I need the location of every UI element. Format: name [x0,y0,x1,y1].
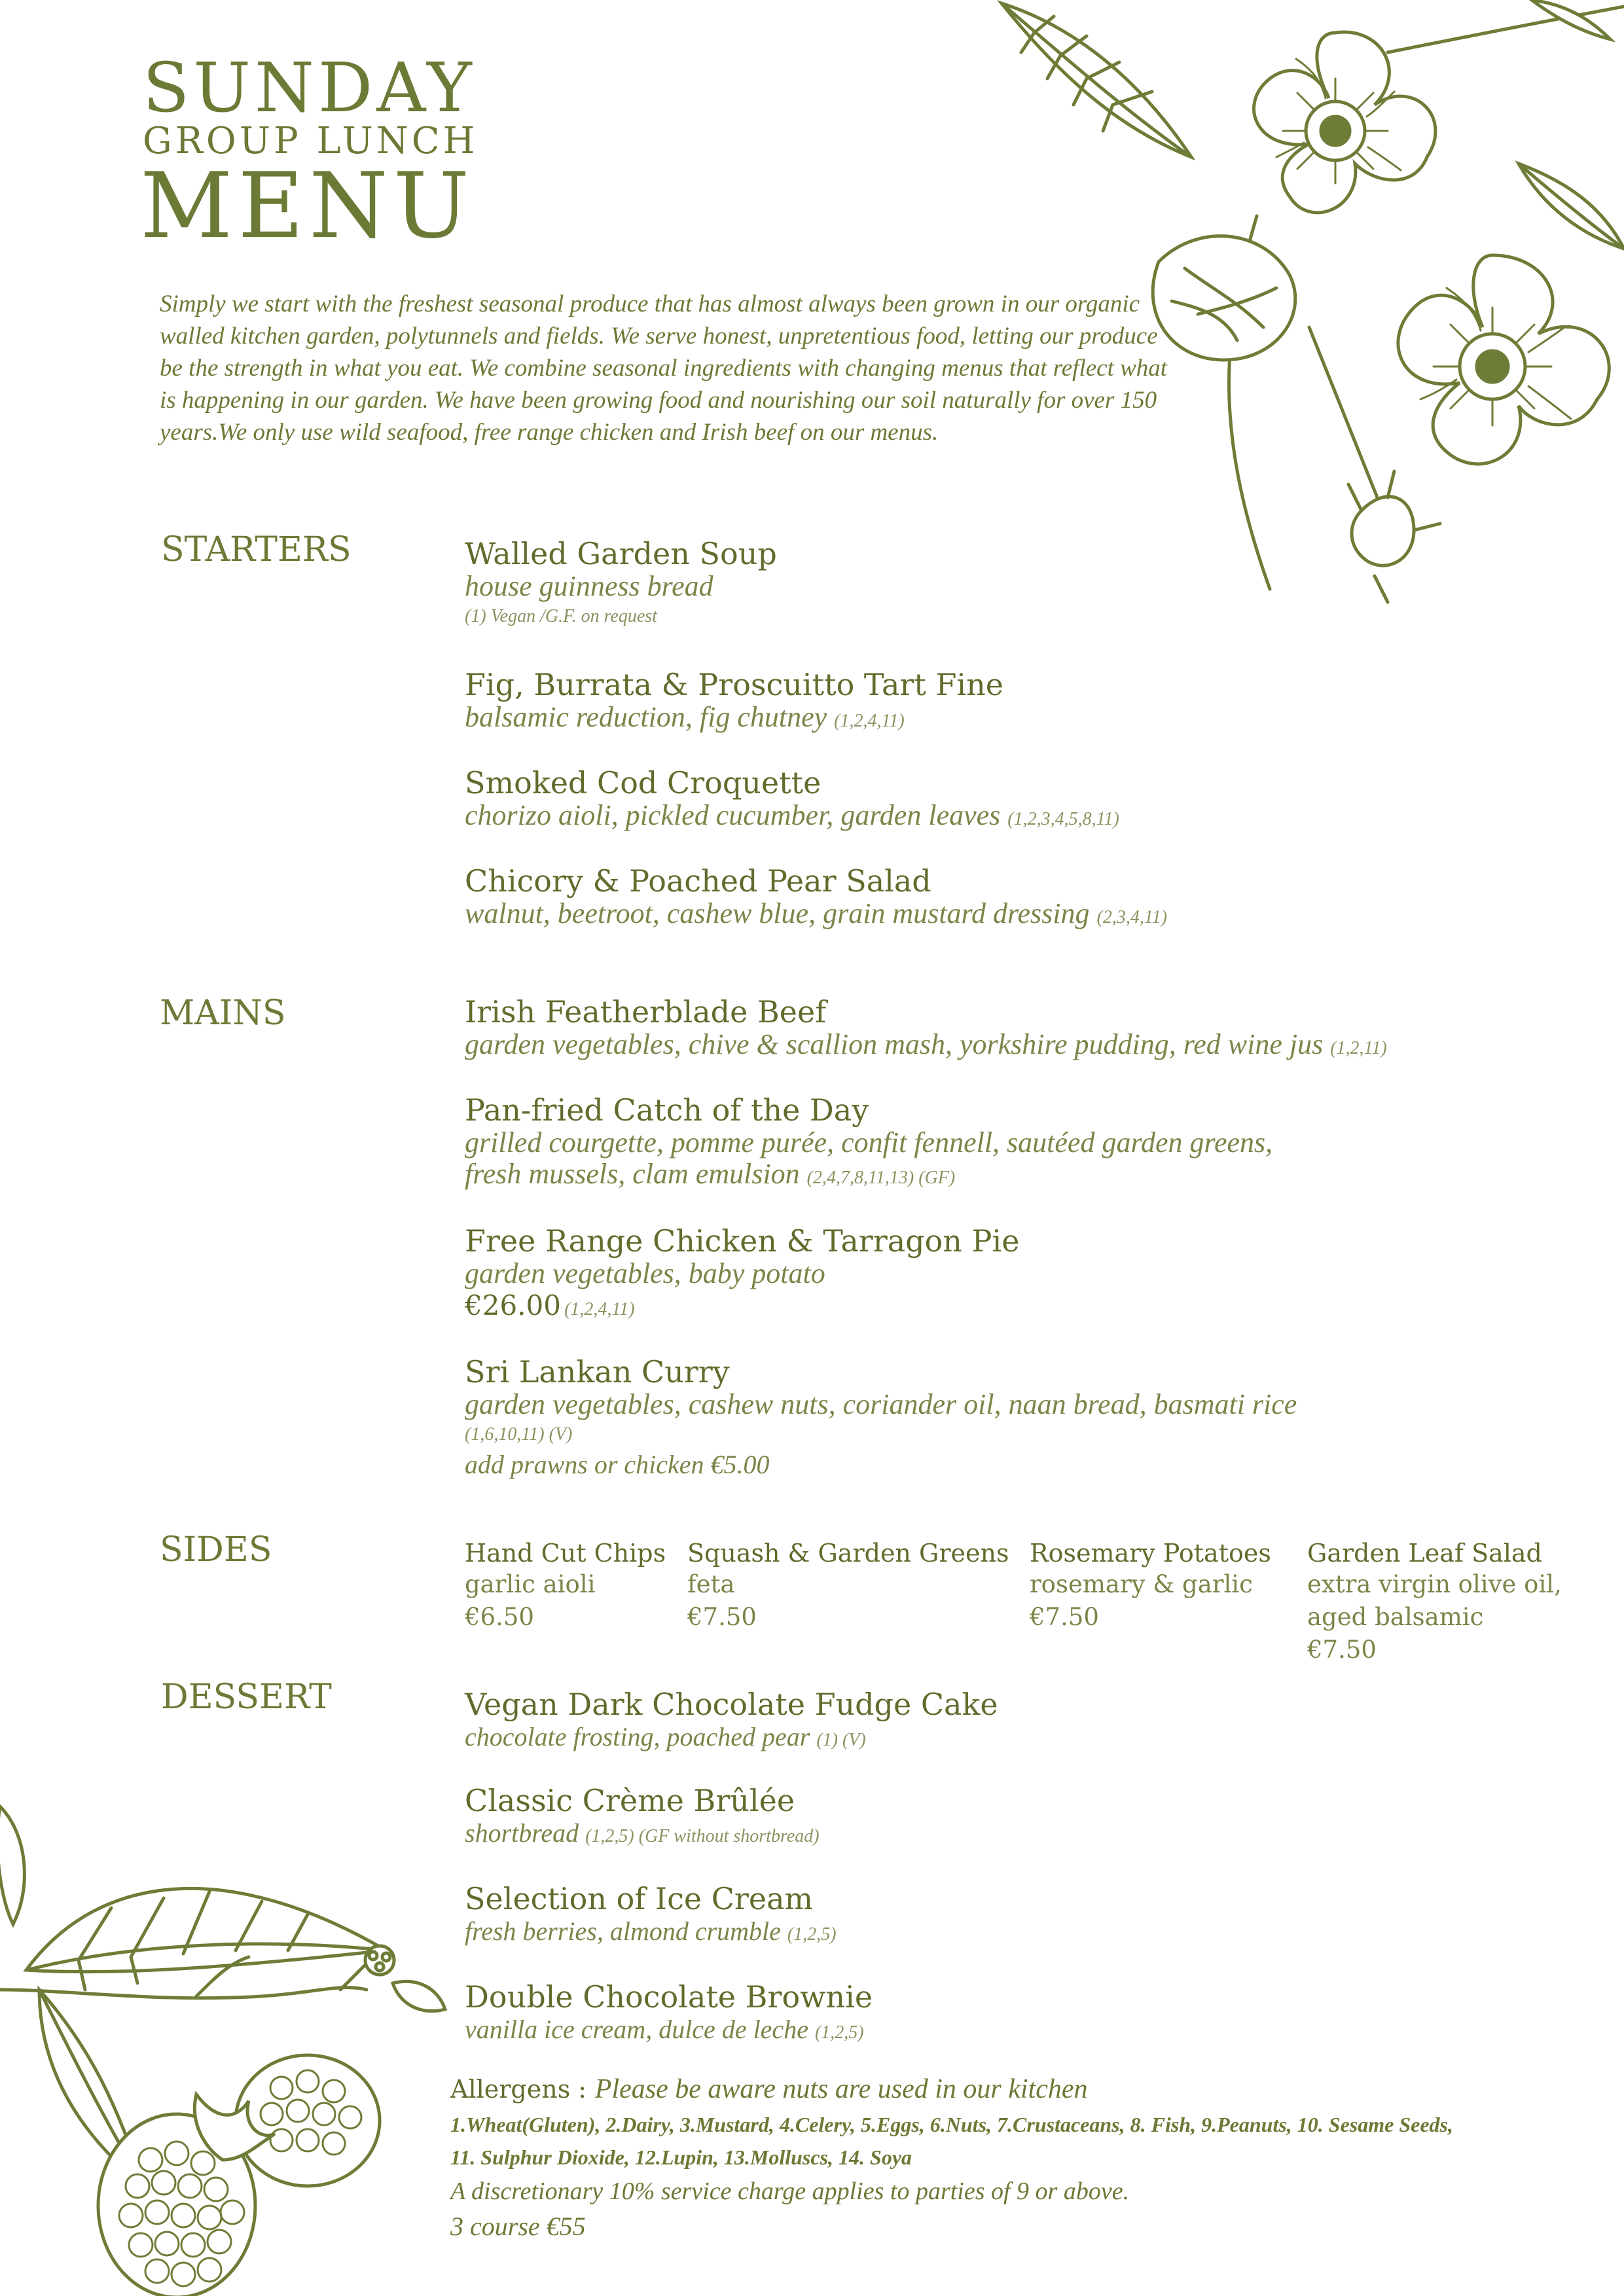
allergen-codes: (1,2,3,4,5,8,11) [1007,809,1119,829]
side-description: extra virgin olive oil, [1307,1570,1562,1598]
side-name: Rosemary Potatoes [1030,1539,1271,1568]
dish-description: fresh mussels, clam emulsion (2,4,7,8,11,13) (GF) [465,1158,956,1190]
dish-name: Irish Featherblade Beef [465,994,827,1030]
allergens-warning: Please be aware nuts are used in our kitchen [594,2074,1088,2104]
allergens-list: 1.Wheat(Gluten), 2.Dairy, 3.Mustard, 4.Celery, 5.Eggs, 6.Nuts, 7.Crustaceans, 8. Fish, 9.Peanuts, 10. Sesame Seeds, [450,2113,1453,2136]
starter-item [465,537,1591,631]
section-mains: MAINS [160,994,286,1033]
allergens-list: 11. Sulphur Dioxide, 12.Lupin, 13.Molluscs, 14. Soya [450,2145,912,2169]
side-price: €7.50 [1030,1603,1099,1631]
main-item [465,1224,1591,1321]
raspberry-branch-illustration [0,1793,497,2296]
dish-extra: add prawns or chicken €5.00 [465,1450,770,1479]
dessert-item [465,1687,1591,1756]
menu-price: 3 course €55 [450,2212,586,2241]
dessert-item [465,1980,1591,2049]
section-dessert: DESSERT [161,1677,332,1717]
side-price: €7.50 [687,1603,757,1631]
allergen-codes: (1,2,11) [1330,1038,1387,1058]
side-item [1030,1538,1271,1634]
side-item [687,1538,1009,1634]
dish-name: Fig, Burrata & Proscuitto Tart Fine [465,667,1003,702]
side-name: Hand Cut Chips [465,1539,666,1568]
dish-note: (1) Vegan /G.F. on request [465,606,657,626]
allergen-codes: (1) (V) [816,1730,866,1750]
dish-description: garden vegetables, cashew nuts, coriander oil, naan bread, basmati rice [465,1388,1297,1420]
side-price: €6.50 [465,1603,534,1631]
side-item [465,1538,666,1634]
dish-name: Pan-fried Catch of the Day [465,1092,869,1128]
allergen-codes: (1,2,5) [787,1924,837,1945]
dish-name: Smoked Cod Croquette [465,765,821,800]
dish-name: Chicory & Poached Pear Salad [465,863,931,899]
starter-item [465,766,1591,835]
allergen-codes: (1,2,5) [814,2022,864,2043]
starter-item [465,864,1591,933]
side-item [1307,1538,1562,1666]
dish-description: shortbread (1,2,5) (GF without shortbread) [465,1818,820,1848]
dessert-item [465,1784,1591,1852]
allergen-codes: (1,6,10,11) (V) [465,1424,573,1444]
menu-title-sunday: SUNDAY [143,48,476,128]
side-description: feta [687,1570,735,1598]
side-description: aged balsamic [1307,1603,1484,1631]
dish-name: Walled Garden Soup [465,536,777,571]
service-charge-note: A discretionary 10% service charge applies to parties of 9 or above. [450,2178,1130,2205]
dish-name: Sri Lankan Curry [465,1354,730,1390]
dish-name: Free Range Chicken & Tarragon Pie [465,1223,1020,1259]
allergen-codes: (2,4,7,8,11,13) (GF) [806,1168,956,1188]
dish-description: fresh berries, almond crumble (1,2,5) [465,1916,837,1946]
dish-name: Double Chocolate Brownie [465,1979,873,2015]
dish-description: garden vegetables, baby potato [465,1257,825,1289]
side-description: garlic aioli [465,1570,596,1598]
dish-description: walnut, beetroot, cashew blue, grain mustard dressing (2,3,4,11) [465,897,1168,929]
dish-name: Selection of Ice Cream [465,1881,814,1916]
main-item [465,1355,1591,1480]
intro-paragraph: Simply we start with the freshest seasonal produce that has almost always been grown in our organic walled kitchen garden, polytunnels and fields. We serve honest, unpretentious food, letting our produce be the strength in what you eat. We combine seasonal ingredients with changing menus that reflect what is happening in our garden. We have been growing food and nourishing our soil naturally for over 150 years.We only use wild seafood, free range chicken and Irish beef on our menus. [160,291,1168,446]
starter-item [465,668,1591,737]
dish-description: vanilla ice cream, dulce de leche (1,2,5) [465,2015,864,2044]
allergen-codes: (1,2,4,11) [834,711,905,731]
dish-description: balsamic reduction, fig chutney (1,2,4,11) [465,701,905,733]
dish-price: €26.00 [465,1289,561,1321]
section-starters: STARTERS [161,530,352,569]
main-item [465,1093,1591,1194]
dish-description: garden vegetables, chive & scallion mash, yorkshire pudding, red wine jus (1,2,11) [465,1028,1387,1060]
dish-description: house guinness bread [465,570,713,602]
side-price: €7.50 [1307,1636,1377,1664]
allergens-line [450,2073,1563,2105]
section-sides: SIDES [160,1530,272,1570]
main-item [465,995,1591,1064]
menu-title-group-lunch: GROUP LUNCH [143,120,478,162]
dish-description: grilled courgette, pomme purée, confit fennell, sautéed garden greens, [465,1126,1273,1158]
menu-title-menu: MENU [140,153,475,259]
allergens-label: Allergens : [450,2075,587,2104]
side-name: Garden Leaf Salad [1307,1539,1542,1568]
dish-description: chorizo aioli, pickled cucumber, garden leaves (1,2,3,4,5,8,11) [465,799,1119,831]
allergen-codes: (1,2,4,11) [564,1299,635,1319]
allergen-codes: (2,3,4,11) [1096,907,1168,927]
allergen-codes: (1,2,5) (GF without shortbread) [585,1826,820,1846]
side-name: Squash & Garden Greens [687,1539,1009,1568]
side-description: rosemary & garlic [1030,1570,1253,1598]
dish-description: chocolate frosting, poached pear (1) (V) [465,1722,866,1751]
dish-name: Vegan Dark Chocolate Fudge Cake [465,1687,998,1722]
dish-name: Classic Crème Brûlée [465,1783,795,1818]
dessert-item [465,1882,1591,1950]
